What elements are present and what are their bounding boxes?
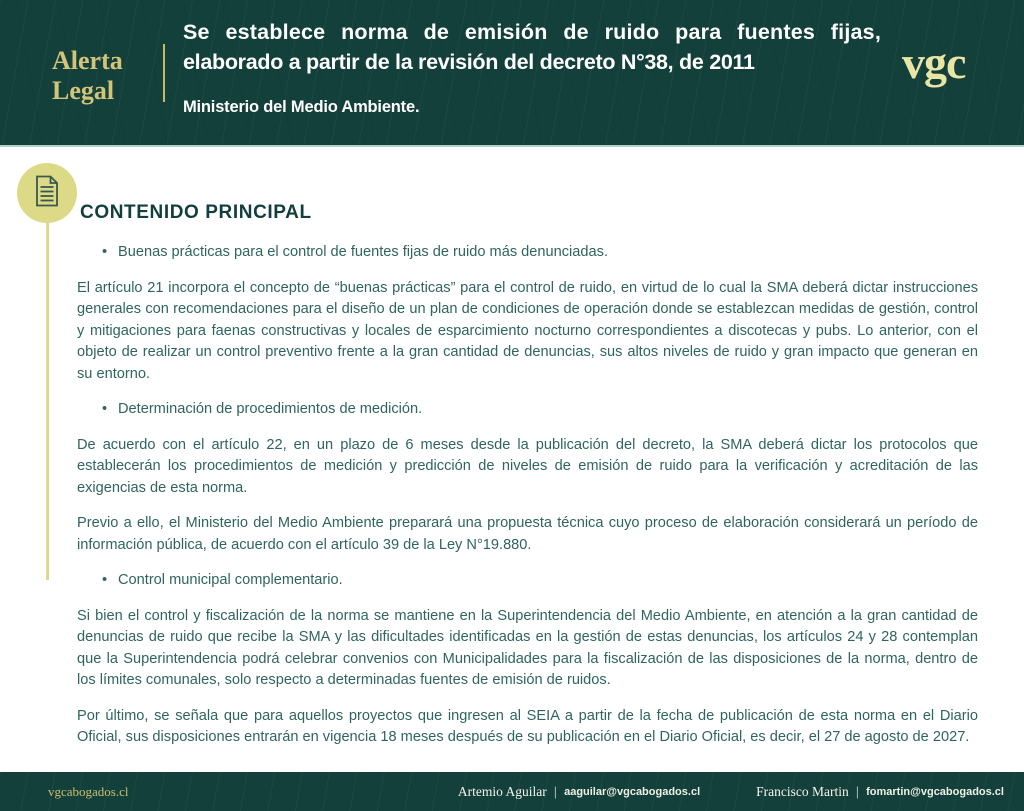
list-item	[102, 399, 978, 421]
contact-email-link[interactable]: aaguilar@vgcabogados.cl	[564, 785, 701, 798]
contact-entry	[756, 784, 1004, 800]
contact-email-link[interactable]: fomartin@vgcabogados.cl	[866, 785, 1004, 798]
document-title-line-2: elaborado a partir de la revisión del decreto N°38, de 2011	[183, 50, 755, 74]
footer-website-link[interactable]: vgcabogados.cl	[48, 783, 129, 799]
body-paragraph: El artículo 21 incorpora el concepto de “buenas prácticas” para el control de ruido, en virtud de lo cual la SMA deberá dictar instrucciones generales con recomendaciones para el diseño de un plan de condiciones de operación donde se establezcan medidas de gestión, control y mitigaciones para faenas constructivas y locales de esparcimiento nocturno correspondientes a discotecas y pubs. Lo anterior, con el objeto de realizar un control preventivo frente a la gran cantidad de denuncias, sus altos niveles de ruido y gran impacto que generan en su entorno.	[77, 279, 978, 382]
document-subtitle: Ministerio del Medio Ambiente.	[183, 98, 420, 116]
list-item	[102, 242, 978, 264]
footer-banner	[0, 772, 1024, 811]
brand-line-1: Alerta	[52, 46, 123, 75]
bullet-text: Control municipal complementario.	[118, 572, 343, 588]
body-paragraph: Si bien el control y fiscalización de la norma se mantiene en la Superintendencia del Medio Ambiente, en atención a la gran cantidad de denuncias de ruido que recibe la SMA y las dificultades identificadas en la gestión de estas denuncias, los artículos 24 y 28 contemplan que la Superintendencia podrá celebrar convenios con Municipalidades para la fiscalización de las disposiciones de la norma, dentro de los límites comunales, solo respecto a determinadas fuentes de emisión de ruidos.	[77, 607, 978, 688]
brand-wordmark	[52, 46, 123, 106]
body-paragraph: De acuerdo con el artículo 22, en un plazo de 6 meses desde la publicación del decreto, la SMA deberá dictar los protocolos que establecerán los procedimientos de medición y predicción de niveles de emisión de ruido para la verificación y acreditación de las exigencias de esta norma.	[77, 436, 978, 496]
header-banner	[0, 0, 1024, 147]
body-paragraph: Previo a ello, el Ministerio del Medio Ambiente preparará una propuesta técnica cuyo proceso de elaboración considerará un período de información pública, de acuerdo con el artículo 39 de la Ley N°19.880.	[77, 515, 978, 553]
header-titles	[183, 17, 881, 117]
bullet-text: Buenas prácticas para el control de fuentes fijas de ruido más denunciadas.	[118, 244, 608, 260]
document-title-line-1: Se establece norma de emisión de ruido para fuentes fijas,	[183, 20, 881, 44]
body-paragraph: Por último, se señala que para aquellos proyectos que ingresen al SEIA a partir de la fecha de publicación de esta norma en el Diario Oficial, sus disposiciones entrarán en vigencia 18 meses después de su publicación en el Diario Oficial, es decir, el 27 de agosto de 2027.	[77, 707, 978, 745]
contact-entry	[458, 784, 700, 800]
header-divider	[163, 44, 165, 102]
contact-separator: |	[553, 784, 558, 799]
section-heading: CONTENIDO PRINCIPAL	[80, 202, 312, 223]
footer-contacts	[458, 784, 1004, 800]
bullet-text: Determinación de procedimientos de medición.	[118, 401, 423, 417]
bullet-icon: •	[102, 572, 108, 588]
bullet-icon: •	[102, 401, 108, 417]
brand-line-2: Legal	[52, 76, 115, 105]
contact-name: Artemio Aguilar	[457, 783, 547, 799]
bullet-icon: •	[102, 244, 108, 260]
contact-separator: |	[855, 784, 860, 799]
contact-name: Francisco Martin	[756, 783, 849, 799]
main-content	[0, 147, 1024, 763]
content-body	[77, 242, 978, 749]
list-item	[102, 570, 978, 592]
vgc-logo: vgc	[902, 37, 966, 88]
